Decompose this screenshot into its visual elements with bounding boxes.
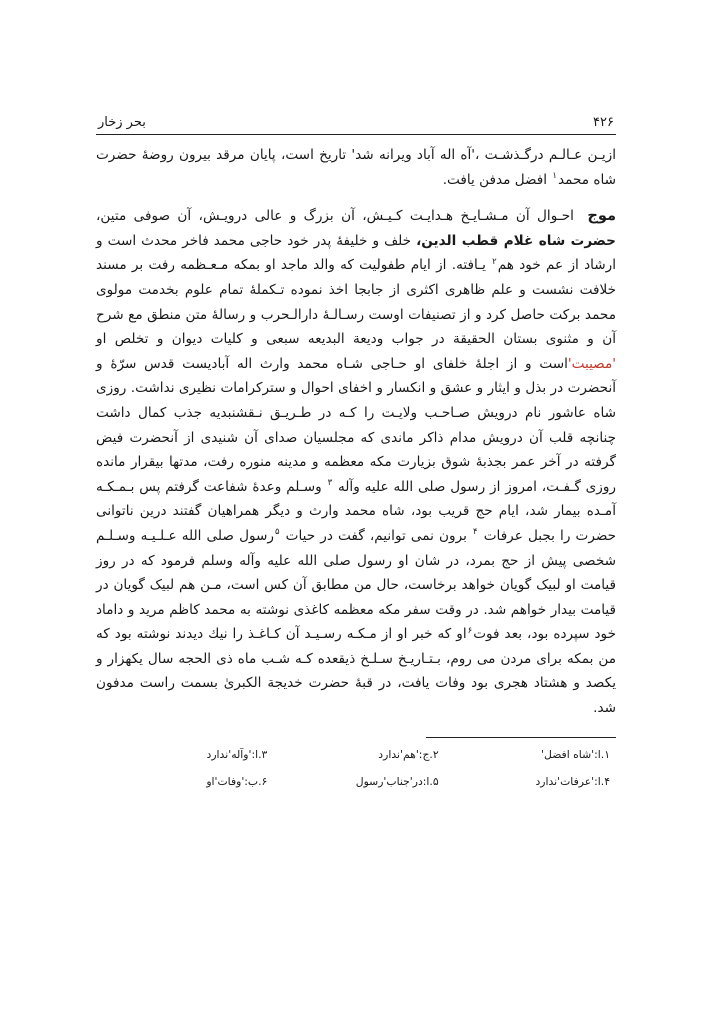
paragraph-2-segment-7: رسول صلی الله عـلـیـه وسـلـم شخصی پیش از حج بمرد، در شان او رسول صلی الله علیه وآله وسلم فرمود که در روز قیامت او لبیک گویان خواهد برخاست، حال من مطابق آن کس است، مـن هم لبیک گویان در قیامت بیدار خواهم شد. در وقت سفر مکه معظمه کاغذی نوشته به محمد کاظم مرید و داماد خود سپرده بود، بعد فوت xyxy=(96,527,616,643)
footnote-6: ۶.ب:'وفات'او xyxy=(206,774,268,788)
paragraph-2-segment-8: او که خبر او از مـکـه رسـیـد آن کـاغـذ را نیك دیدند نوشته بود که من بمکه برای مردن می روم، بـتـاریـخ سـلـخ ذیقعده کـه شـب ماه ذی الحجه سال یکهزار و یکصد و هشتاد هجری بود وفات یافت، در قبهٔ حضرت خدیجة الکبریٰ بسمت راست مدفون شد. xyxy=(96,626,616,717)
footnote-4: ۴.ا:'عرفات'ندارد xyxy=(535,774,610,788)
footnote-ref-1[interactable]: ۱ xyxy=(552,171,557,182)
footnote-ref-2[interactable]: ۲ xyxy=(492,256,497,267)
page-number: ۴۲۶ xyxy=(593,115,614,130)
footnote-ref-3[interactable]: ۳ xyxy=(327,478,333,489)
book-title: بحر زخار xyxy=(98,115,146,130)
paragraph-2-segment-6: برون نمی توانیم، گفت در حیات xyxy=(285,527,467,544)
pen-name-highlight: 'مصیبت' xyxy=(567,355,616,372)
page xyxy=(96,104,616,788)
paragraph-2-segment-4: است و از اجلهٔ خلفای او حـاجی شـاه محمد وارث اله آبادیست قدس سرّهٔ و آنحضرت در بذل و ایثار و عشق و انکسار و اخفای احوال و سترکرامات نظیری نداشت. روزی شاه عاشور نام درویش صـاحـب ولایـت را کـه در طـریـق نـقشنبدیه جذب کمال داشت چنانچه قلب آن درویش مدام ذاکر ماندی که مجلسیان صدای آن شنیدی از آنحضرت فیض گرفته در آخر عمر بجذبهٔ شوق بزیارت مکه معظمه و مدینه منوره رفت، مدتها بیقرار مانده روزی گـفـت، امروز از رسول صلی الله علیه وآله xyxy=(96,355,616,495)
paragraph-1 xyxy=(96,143,616,192)
footnotes xyxy=(96,748,616,788)
paragraph-2-segment-1: احـوال آن مـشـایـخ هـدایـت کـیـش، آن بزرگ و عالی درویـش، آن صوفی متین، xyxy=(96,208,574,225)
paragraph-2-segment-2: خلف و خلیفهٔ پدر خود حاجی محمد فاخر محدث است و ارشاد از عم خود هم xyxy=(96,232,617,274)
footnote-2: ۲.ج:'هم'ندارد xyxy=(378,747,439,761)
footnote-ref-6[interactable]: ۶ xyxy=(467,625,473,636)
footnote-3: ۳.ا:'وآله'ندارد xyxy=(206,747,268,761)
paragraph-2 xyxy=(96,204,616,720)
footnote-ref-5[interactable]: ۵ xyxy=(274,527,280,538)
footnote-5: ۵.ا:در'جناب'رسول xyxy=(355,774,439,788)
section-lead-word: موج xyxy=(587,207,617,225)
paragraph-2-segment-5: وسـلم وعدهٔ شفاعت گرفتم پس بـمـکـه آمـده بیمار شد، ایام حج قریب بود، شاه محمد وارث و دیگر همراهیان گفتند درین ناتوانی حضرت را بجبل عرفات xyxy=(96,478,617,544)
footnote-1: ۱.ا:'شاه افضل' xyxy=(541,747,610,761)
header-rule xyxy=(96,134,616,135)
paragraph-2-segment-3: یـافته. از ایام طفولیت که والد ماجد او بمکه مـعـظمه رفت بر مسند خلافت نشست و علم ظاهری اکثری از جابجا اخذ نموده تـکملهٔ تمام علوم بخدمت مولوی محمد برکت حاصل کرد و از تصنیفات اوست رسـالـهٔ دارالـحرب و رسالهٔ متن منطق مع شرح آن و مثنوی بستان الحقیقة در جواب ودیعة البدیعه سبعی و کلیات دیوان و تخلص او xyxy=(96,257,616,348)
footnote-rule xyxy=(426,737,616,738)
main-text xyxy=(96,143,616,721)
footnote-ref-4[interactable]: ۴ xyxy=(473,527,478,538)
saint-name: حضرت شاه غلام قطب الدین، xyxy=(416,232,616,249)
paragraph-1-text: ازیـن عـالـم درگـذشـت ،'آه اله آباد ویرانه شد' تاریخ است، پایان مرقد بیرون روضهٔ حضرت شاه محمد xyxy=(96,147,616,188)
paragraph-1-tail: افضل مدفن یافت. xyxy=(442,171,548,188)
running-header xyxy=(96,104,616,134)
